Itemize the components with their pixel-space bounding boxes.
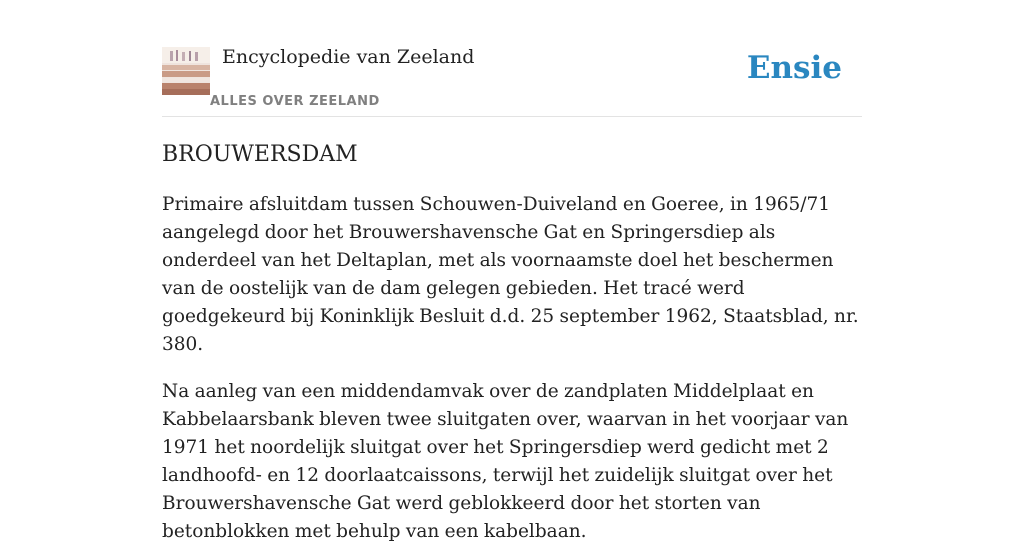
site-avatar[interactable] [162, 47, 210, 95]
site-title[interactable]: Encyclopedie van Zeeland [222, 46, 475, 68]
article [162, 140, 862, 546]
article-paragraph: Na aanleg van een middendamvak over de zandplaten Middelplaat en Kabbelaarsbank bleven twee sluitgaten over, waarvan in het voorjaar van 1971 het noordelijk sluitgat over het Springersdiep werd gedicht met 2 landhoofd- en 12 doorlaatcaissons, terwijl het zuidelijk sluitgat over het Brouwershavensche Gat werd geblokkeerd door het storten van betonblokken met behulp van een kabelbaan. [162, 381, 849, 542]
site-subtitle: ALLES OVER ZEELAND [210, 94, 380, 109]
article-paragraph: Primaire afsluitdam tussen Schouwen-Duiveland en Goeree, in 1965/71 aangelegd door het Brouwershavensche Gat en Springersdiep als onderdeel van het Deltaplan, met als voornaamste doel het beschermen van de oostelijk van de dam gelegen gebieden. Het tracé werd goedgekeurd bij Koninklijk Besluit d.d. 25 september 1962, Staatsblad, nr. 380. [162, 194, 859, 355]
book-image [162, 47, 210, 95]
article-title: BROUWERSDAM [162, 142, 358, 167]
brand-logo[interactable]: Ensie [746, 50, 842, 86]
site-header [162, 44, 862, 117]
